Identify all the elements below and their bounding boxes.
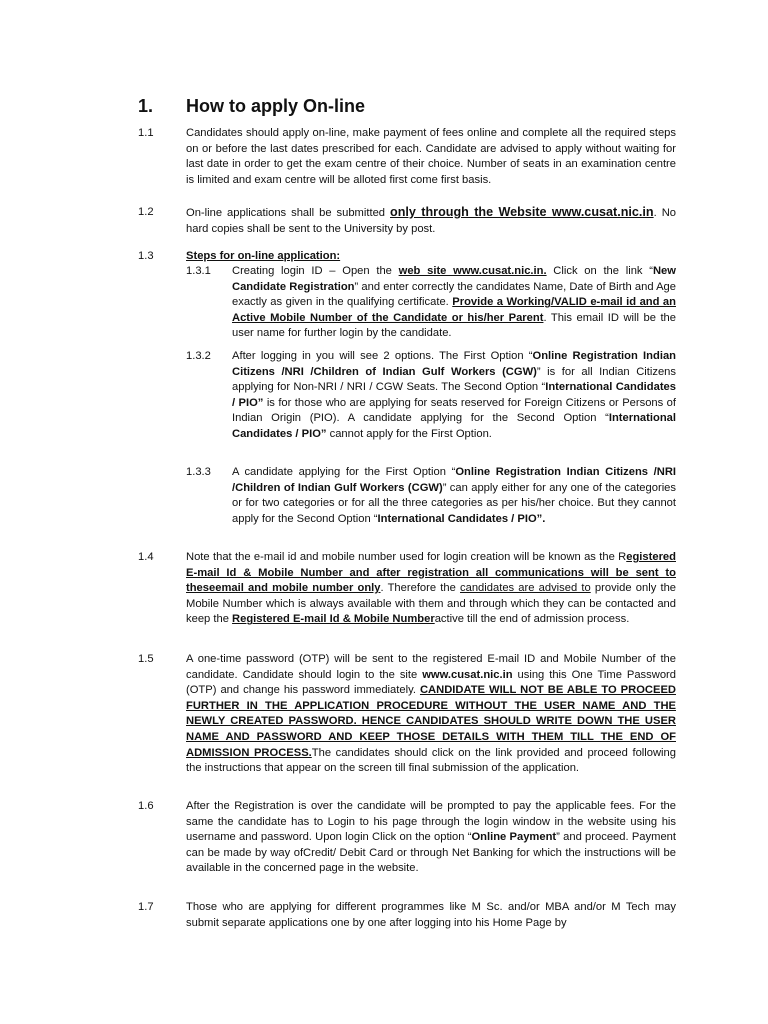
text-run: provide only the Mobile Number which is always available with them and through which they can be contacted and keep the: [186, 582, 677, 626]
bold-underlined-warning: CANDIDATE WILL NOT BE ABLE TO PROCEED FURTHER IN THE APPLICATION PROCEDURE WITHOUT THE USER NAME AND THE NEWLY CREATED PASSWORD. HENCE CANDIDATES SHOULD WRITE DOWN THE USER NAME AND PASSWORD AND KEEP THOSE DETAILS WITH THEM TILL THE END OF ADMISSION PROCESS.: [186, 684, 676, 759]
bold-underlined-text: Registered E-mail Id & Mobile Number: [232, 613, 435, 626]
paragraph-number: 1.7: [138, 901, 154, 913]
paragraph-1-2: [138, 205, 676, 237]
paragraph-text: [186, 249, 676, 265]
text-run: A one-time password (OTP) will be sent to the registered E-mail ID and Mobile Number of the candidate. Candidate should login to the site: [186, 653, 676, 681]
text-run: Creating login ID – Open the: [232, 265, 399, 277]
text-run: ” and proceed. Payment can be made by way ofCredit/ Debit Card or through Net Banking for which the instructions will be available in the concerned page in the website.: [186, 831, 676, 875]
heading-number: 1.: [138, 96, 154, 116]
underlined-text: candidates are advised to: [460, 582, 591, 595]
text-run: ” is for all Indian Citizens applying for Non-NRI / NRI / CGW Seats. The Second Option “: [232, 365, 677, 394]
bold-text: Online Registration Indian Citizens /NRI /Children of Indian Gulf Workers (CGW): [232, 466, 677, 494]
paragraph-1-3-2: [186, 349, 676, 443]
paragraph-1-3-1: [186, 264, 676, 342]
text-run: Click on the link “: [546, 265, 653, 277]
section-heading: [138, 96, 365, 117]
paragraph-text: [186, 550, 676, 628]
paragraph-text: Those who are applying for different programmes like M Sc. and/or MBA and/or M Tech may submit separate applications one by one after logging into his Home Page by: [186, 901, 676, 929]
paragraph-number: 1.6: [138, 800, 154, 812]
paragraph-1-3: [138, 249, 676, 265]
paragraph-number: 1.3.2: [186, 350, 211, 362]
paragraph-number: 1.4: [138, 551, 154, 563]
heading-title: How to apply On-line: [186, 96, 365, 116]
paragraph-text: [232, 465, 676, 527]
paragraph-number: 1.3: [138, 250, 154, 262]
paragraph-text: [186, 799, 676, 877]
text-run: A candidate applying for the First Option “: [232, 466, 456, 478]
paragraph-number: 1.3.3: [186, 466, 211, 478]
bold-text: Online Payment: [471, 831, 557, 844]
bold-text: Online Registration Indian Citizens /NRI /Children of Indian Gulf Workers (CGW): [232, 350, 676, 378]
paragraph-text: [232, 349, 676, 443]
text-run: Note that the e-mail id and mobile number used for login creation will be known as the R: [186, 551, 627, 563]
paragraph-number: 1.3.1: [186, 265, 211, 277]
paragraph-text: [186, 652, 676, 777]
text-run: . This email ID will be the user name for further login by the candidate.: [232, 311, 676, 340]
paragraph-text: Candidates should apply on-line, make payment of fees online and complete all the required steps on or before the last dates prescribed for each. Candidate are advised to apply without waiting for last date in order to get the exam centre of their choice. Number of seats in an examination centre is limited and exam centre will be alloted first come first basis.: [186, 127, 676, 186]
paragraph-1-1: [138, 126, 676, 188]
paragraph-1-3-3: [186, 465, 676, 527]
text-run: active till the end of admission process.: [434, 613, 630, 626]
text-run: . Therefore the: [380, 582, 461, 595]
paragraph-number: 1.5: [138, 653, 154, 665]
text-run: . No hard copies shall be sent to the University by post.: [186, 207, 676, 235]
bold-text: International Candidates / PIO”: [232, 412, 676, 440]
text-run: The candidates should click on the link provided and proceed following the instructions that appear on the screen till final submission of the application.: [186, 746, 676, 775]
bold-text: International Candidates / PIO”.: [377, 512, 546, 525]
paragraph-1-5: [138, 652, 676, 777]
paragraph-number: 1.1: [138, 127, 154, 139]
paragraph-number: 1.2: [138, 206, 154, 218]
bold-underlined-text: Provide a Working/VALID e-mail id and an Active Mobile Number of the Candidate or his/her Parent: [232, 296, 676, 324]
steps-title: Steps for on-line application:: [186, 250, 341, 262]
website-link[interactable]: web site www.cusat.nic.in.: [398, 265, 547, 277]
text-run: ” can apply either for any one of the categories or for two categories or for all the three categories as per his/her choice. But they cannot apply for the Second Option “: [232, 481, 676, 525]
paragraph-text: [232, 264, 676, 342]
bold-text: International Candidates / PIO”: [232, 381, 676, 409]
paragraph-1-6: [138, 799, 676, 877]
text-run: using this One Time Password (OTP) and change his password immediately.: [186, 668, 676, 697]
paragraph-1-4: [138, 550, 676, 628]
text-run: After logging in you will see 2 options. The First Option “: [232, 350, 533, 362]
bold-text: New Candidate Registration: [232, 265, 676, 293]
paragraph-text: [186, 205, 676, 237]
text-run: ” and enter correctly the candidates Name, Date of Birth and Age exactly as given in the qualifying certificate.: [232, 280, 676, 309]
bold-underlined-text: egistered E-mail Id & Mobile Number and after registration all communications will be sent to theseemail and mobile number only: [186, 551, 676, 595]
website-text: www.cusat.nic.in: [422, 668, 513, 681]
website-link[interactable]: only through the Website www.cusat.nic.in: [390, 205, 654, 219]
text-run: is for those who are applying for seats reserved for Foreign Citizens or Persons of Indian Origin (PIO). A candidate applying for the Second Option “: [232, 396, 676, 425]
text-run: On-line applications shall be submitted: [186, 207, 391, 219]
paragraph-1-7: [138, 900, 676, 931]
text-run: cannot apply for the First Option.: [326, 427, 492, 440]
text-run: After the Registration is over the candidate will be prompted to pay the applicable fees. For the same the candidate has to Login to his page through the login window in the website using his username and password. Upon login Click on the option “: [186, 800, 676, 844]
